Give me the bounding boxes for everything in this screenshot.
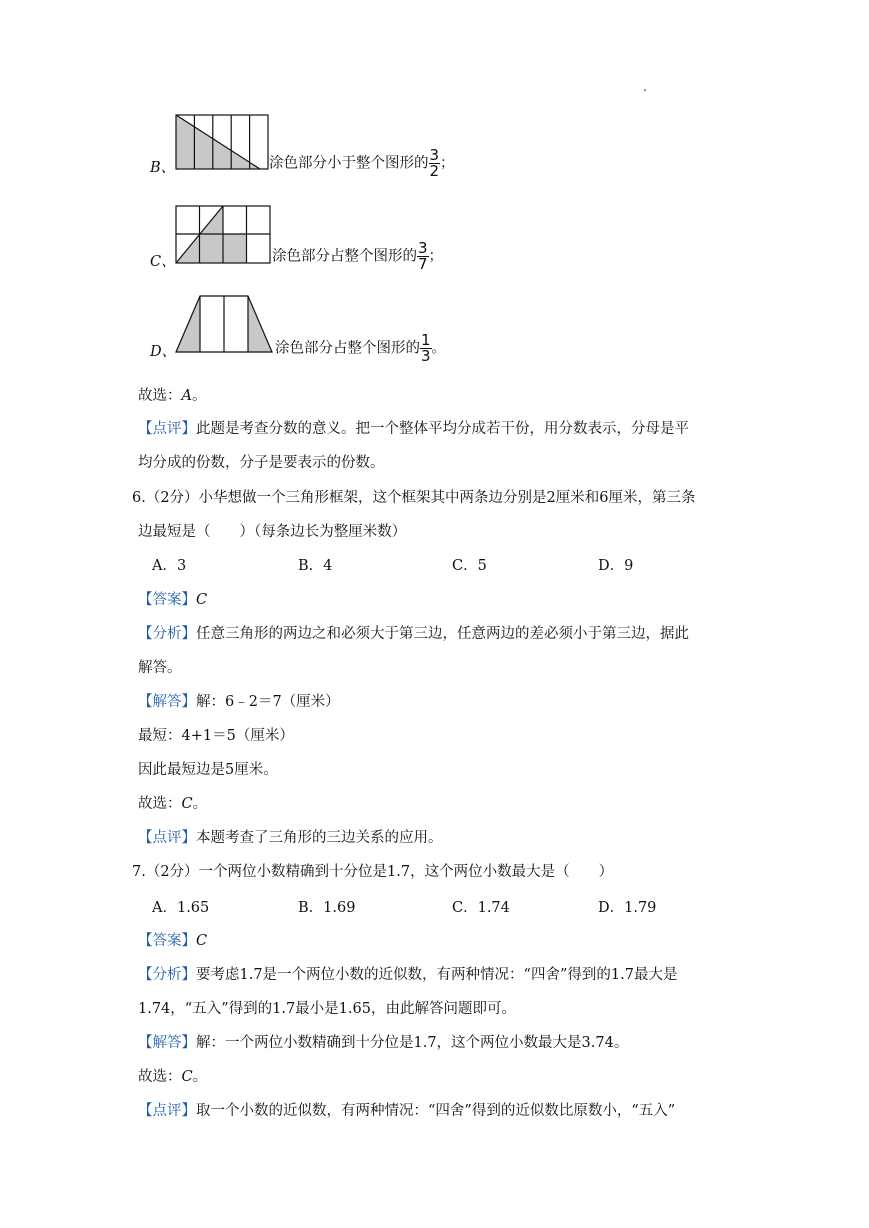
q7-analysis: 【分析】要考虑1.7是一个两位小数的近似数，有两种情况：“四舍”得到的1.7最大是: [138, 967, 678, 983]
option-d-letter: D、: [150, 344, 177, 360]
q6-solution-3: 因此最短边是5厘米。: [138, 762, 278, 778]
top-mark: .: [643, 80, 647, 94]
q7-answer: 【答案】C: [138, 933, 208, 949]
q6-choice: 故选：C。: [138, 796, 208, 812]
q7-stem: 7.（2分）一个两位小数精确到十分位是1.7，这个两位小数最大是（ ）: [132, 864, 614, 880]
q6-solution-2: 最短：4+1＝5（厘米）: [138, 728, 294, 744]
q7-option-b: B．1.69: [298, 900, 356, 916]
q5-choice: 故选：A。: [138, 388, 207, 404]
q7-choice: 故选：C。: [138, 1069, 208, 1085]
q7-comment: 【点评】取一个小数的近似数，有两种情况：“四舍”得到的近似数比原数小，“五入”: [138, 1103, 676, 1119]
q6-comment: 【点评】本题考查了三角形的三边关系的应用。: [138, 830, 443, 846]
q6-solution: 【解答】解：6﹣2＝7（厘米）: [138, 694, 340, 710]
fraction-3-7: $\frac{3}{7}$: [418, 239, 428, 273]
option-b-figure: [175, 114, 270, 170]
q5-comment: 【点评】此题是考查分数的意义。把一个整体平均分成若干份，用分数表示，分母是平: [138, 421, 689, 437]
q6-stem-cont: 边最短是（ ）（每条边长为整厘米数）: [138, 524, 407, 540]
q7-option-d: D．1.79: [598, 900, 657, 916]
q6-analysis-cont: 解答。: [138, 660, 182, 676]
option-d-text: 涂色部分占整个图形的 $\frac{1}{3}$ 。: [275, 331, 447, 365]
q7-option-c: C．1.74: [452, 900, 510, 916]
q6-analysis: 【分析】任意三角形的两边之和必须大于第三边，任意两边的差必须小于第三边，据此: [138, 626, 689, 642]
q6-answer: 【答案】C: [138, 592, 208, 608]
option-c-text: 涂色部分占整个图形的 $\frac{3}{7}$ ；: [272, 239, 444, 273]
q7-solution: 【解答】解：一个两位小数精确到十分位是1.7，这个两位小数最大是3.74。: [138, 1035, 629, 1051]
option-c-letter: C、: [150, 254, 176, 270]
q5-comment-cont: 均分成的份数，分子是要表示的份数。: [138, 455, 385, 471]
option-b-letter: B、: [150, 160, 176, 176]
q6-option-b: B．4: [298, 558, 333, 574]
fraction-1-3: $\frac{1}{3}$: [421, 331, 431, 365]
option-d-figure: [175, 294, 275, 354]
q7-analysis-cont: 1.74，“五入”得到的1.7最小是1.65，由此解答问题即可。: [138, 1001, 516, 1017]
option-b-text: 涂色部分小于整个图形的 $\frac{3}{2}$ ；: [269, 146, 455, 180]
option-c-figure: [175, 205, 272, 265]
fraction-3-2: $\frac{3}{2}$: [429, 146, 440, 180]
q7-option-a: A．1.65: [152, 900, 210, 916]
q6-option-a: A．3: [152, 558, 187, 574]
q6-stem: 6.（2分）小华想做一个三角形框架，这个框架其中两条边分别是2厘米和6厘米，第三条: [132, 490, 696, 506]
q6-option-d: D．9: [598, 558, 634, 574]
q6-option-c: C．5: [452, 558, 487, 574]
